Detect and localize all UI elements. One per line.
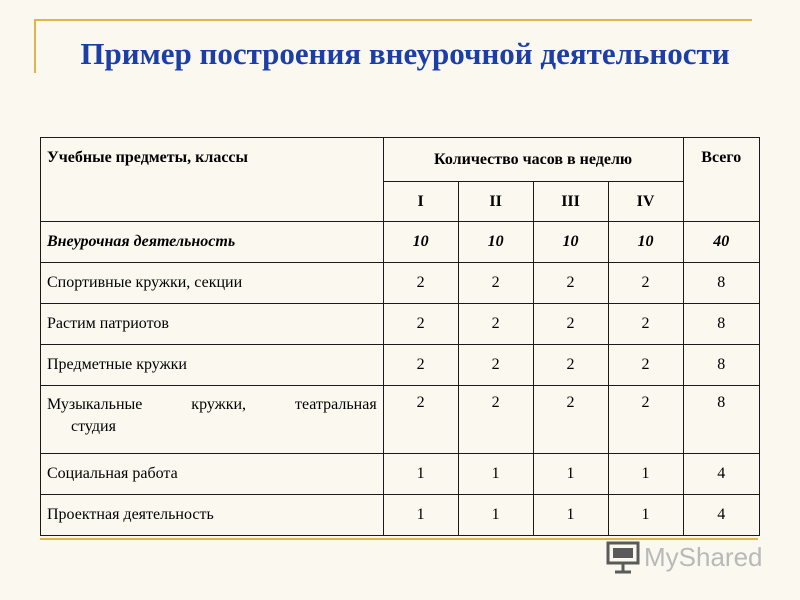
row-value: 2	[608, 386, 683, 454]
row-name: Предметные кружки	[41, 345, 384, 386]
row-value: 2	[458, 263, 533, 304]
row-value: 2	[608, 345, 683, 386]
row-value: 1	[608, 454, 683, 495]
row-value: 2	[383, 304, 458, 345]
table-row	[41, 263, 760, 304]
row-total: 8	[683, 345, 760, 386]
row-value: 1	[533, 454, 608, 495]
row-name: Проектная деятельность	[41, 495, 384, 536]
row-value: 10	[533, 222, 608, 263]
row-name: Внеурочная деятельность	[41, 222, 384, 263]
row-value: 2	[383, 386, 458, 454]
row-total: 8	[683, 263, 760, 304]
schedule-table	[40, 137, 760, 536]
presentation-board-icon	[606, 540, 640, 574]
row-value: 2	[533, 345, 608, 386]
row-value: 2	[383, 345, 458, 386]
row-value: 1	[458, 454, 533, 495]
row-name-cell	[41, 386, 384, 454]
header-total: Всего	[683, 138, 760, 222]
table-row	[41, 345, 760, 386]
row-value: 2	[533, 263, 608, 304]
table-row	[41, 495, 760, 536]
row-total: 8	[683, 386, 760, 454]
header-hours-per-week: Количество часов в неделю	[383, 138, 683, 182]
row-name: Спортивные кружки, секции	[41, 263, 384, 304]
table-row	[41, 304, 760, 345]
header-subjects: Учебные предметы, классы	[41, 138, 384, 222]
page-title: Пример построения внеурочной деятельности	[80, 36, 730, 71]
row-value: 1	[383, 454, 458, 495]
row-value: 2	[608, 263, 683, 304]
row-value: 1	[458, 495, 533, 536]
row-value: 1	[608, 495, 683, 536]
table-row	[41, 222, 760, 263]
row-name-line2: студия	[71, 418, 116, 435]
row-total: 40	[683, 222, 760, 263]
header-grade: III	[533, 182, 608, 222]
row-value: 2	[458, 386, 533, 454]
row-value: 10	[458, 222, 533, 263]
myshared-logo	[606, 540, 763, 574]
row-value: 2	[458, 304, 533, 345]
row-total: 4	[683, 454, 760, 495]
row-value: 2	[383, 263, 458, 304]
row-value: 1	[533, 495, 608, 536]
table-header-row	[41, 138, 760, 182]
row-total: 4	[683, 495, 760, 536]
row-name: Музыкальные кружки, театральная	[47, 396, 377, 413]
row-value: 2	[608, 304, 683, 345]
logo-text: MyShared	[644, 541, 763, 572]
header-grade: IV	[608, 182, 683, 222]
decorative-left-line	[34, 19, 36, 73]
header-grade: I	[383, 182, 458, 222]
row-value: 2	[533, 386, 608, 454]
row-value: 10	[383, 222, 458, 263]
row-value: 10	[608, 222, 683, 263]
row-value: 1	[383, 495, 458, 536]
row-name: Растим патриотов	[41, 304, 384, 345]
row-name: Социальная работа	[41, 454, 384, 495]
decorative-top-line	[34, 19, 752, 21]
header-grade: II	[458, 182, 533, 222]
row-total: 8	[683, 304, 760, 345]
row-value: 2	[533, 304, 608, 345]
row-value: 2	[458, 345, 533, 386]
table-row	[41, 386, 760, 454]
table-row	[41, 454, 760, 495]
